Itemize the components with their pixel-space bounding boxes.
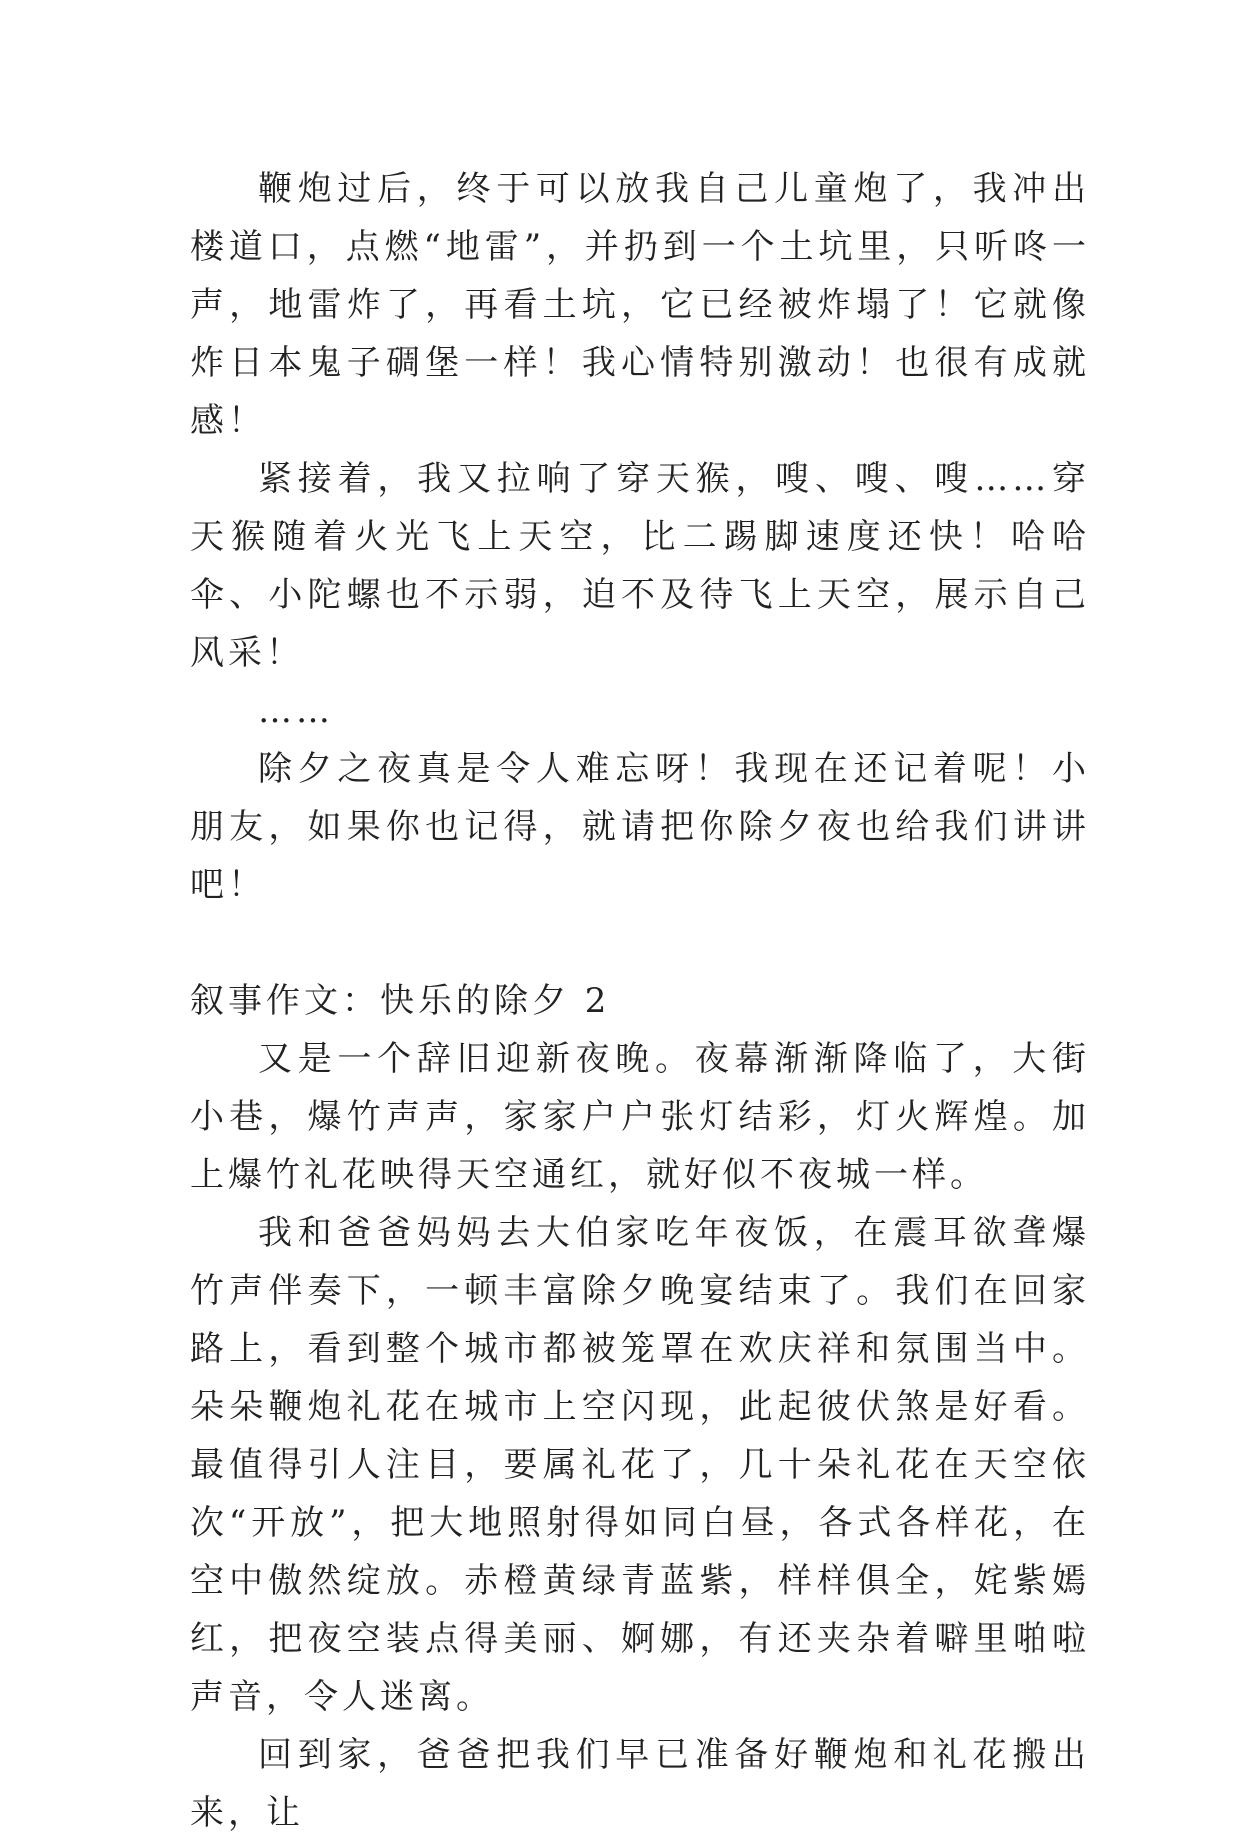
paragraph: 回到家，爸爸把我们早已准备好鞭炮和礼花搬出来，让: [190, 1735, 1090, 1833]
ellipsis-line: ……: [258, 691, 334, 731]
paragraph: 又是一个辞旧迎新夜晚。夜幕渐渐降临了，大街小巷，爆竹声声，家家户户张灯结彩，灯火辉煌。加上爆竹礼花映得天空通红，就好似不夜城一样。: [190, 1039, 1090, 1195]
paragraph: 紧接着，我又拉响了穿天猴，嗖、嗖、嗖……穿天猴随着火光飞上天空，比二踢脚速度还快！哈哈伞、小陀螺也不示弱，迫不及待飞上天空，展示自己风采！: [190, 459, 1090, 673]
paragraph: 鞭炮过后，终于可以放我自己儿童炮了，我冲出楼道口，点燃“地雷”，并扔到一个土坑里，只听咚一声，地雷炸了，再看土坑，它已经被炸塌了！它就像炸日本鬼子碉堡一样！我心情特别激动！也很有成就感！: [190, 169, 1090, 441]
document-body: [190, 160, 1090, 1842]
paragraph: 我和爸爸妈妈去大伯家吃年夜饭，在震耳欲聋爆竹声伴奏下，一顿丰富除夕晚宴结束了。我们在回家路上，看到整个城市都被笼罩在欢庆祥和氛围当中。朵朵鞭炮礼花在城市上空闪现，此起彼伏煞是好看。最值得引人注目，要属礼花了，几十朵礼花在天空依次“开放”，把大地照射得如同白昼，各式各样花，在空中傲然绽放。赤橙黄绿青蓝紫，样样俱全，姹紫嫣红，把夜空装点得美丽、婀娜，有还夹杂着噼里啪啦声音，令人迷离。: [190, 1213, 1090, 1717]
section-title: 叙事作文：快乐的除夕 2: [190, 981, 611, 1021]
section-gap: [190, 914, 1090, 972]
paragraph: 除夕之夜真是令人难忘呀！我现在还记着呢！小朋友，如果你也记得，就请把你除夕夜也给我们讲讲吧！: [190, 749, 1090, 905]
